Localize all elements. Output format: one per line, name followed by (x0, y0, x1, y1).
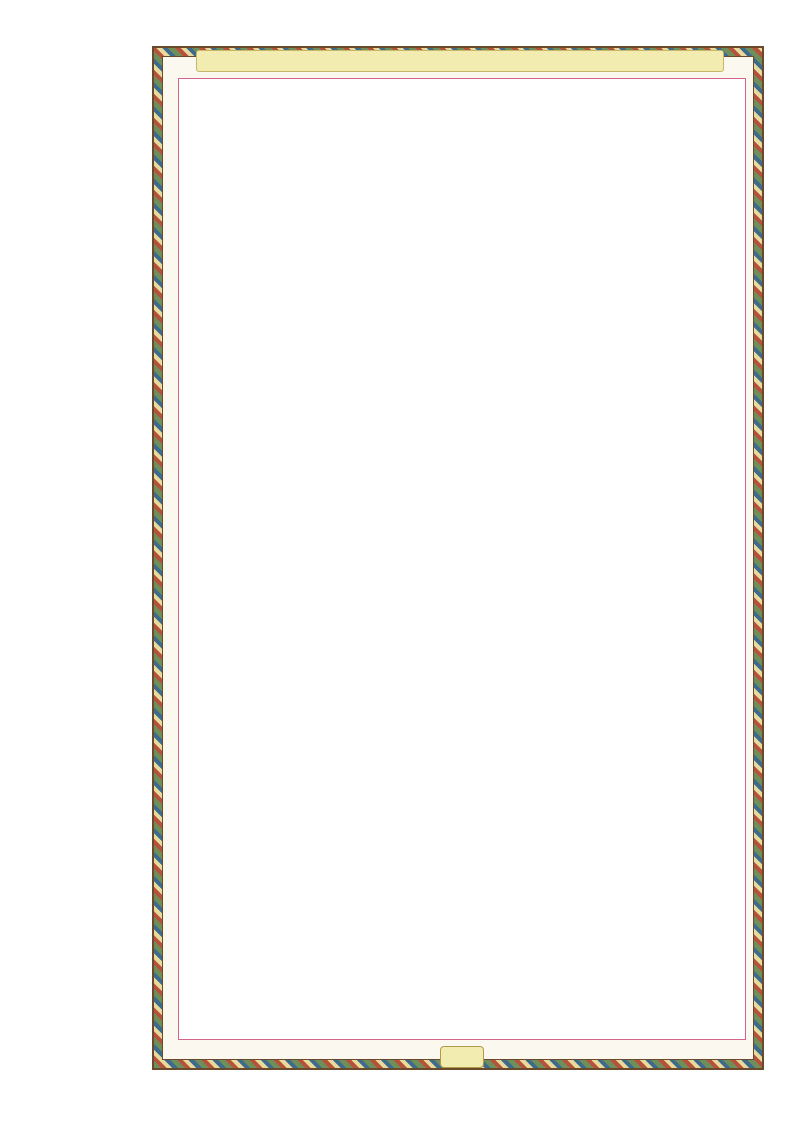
translation-table (178, 78, 746, 1040)
page-number (440, 1046, 484, 1068)
header-strip (196, 50, 724, 72)
